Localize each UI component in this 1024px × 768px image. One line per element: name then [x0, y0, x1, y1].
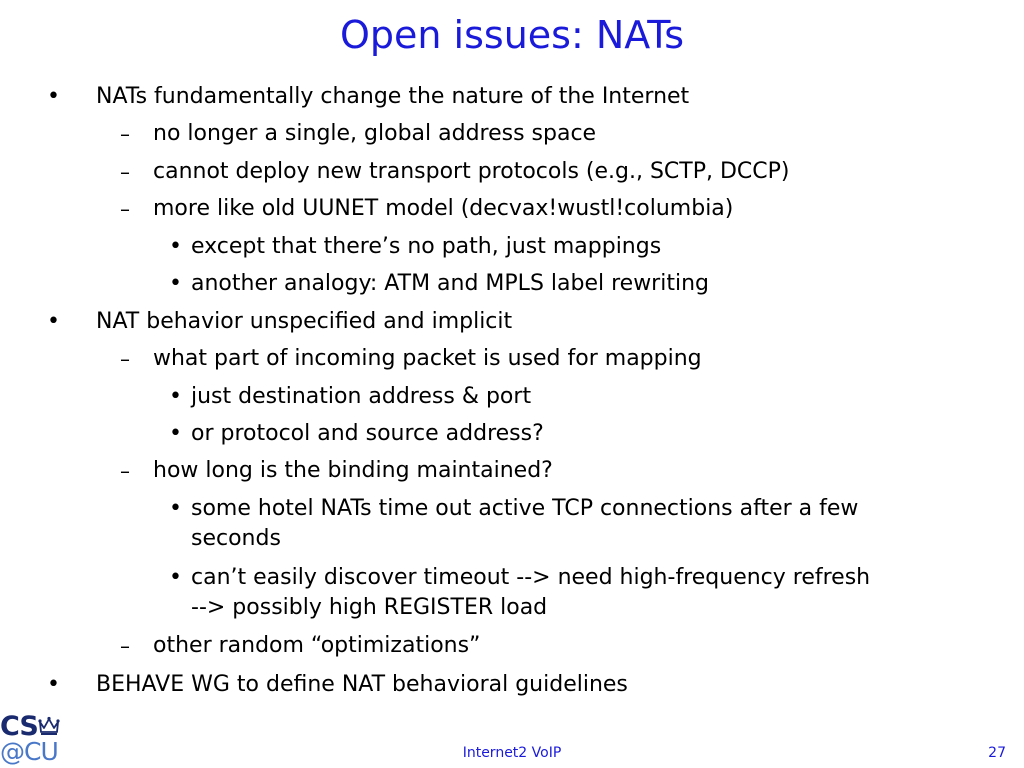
bullet-marker: –	[120, 634, 130, 658]
bullet-marker: •	[169, 234, 182, 259]
bullet-text: or protocol and source address?	[191, 421, 544, 446]
bullet-text: other random “optimizations”	[153, 633, 481, 658]
crown-icon	[38, 716, 60, 736]
bullet-text: cannot deploy new transport protocols (e.g., SCTP, DCCP)	[153, 159, 790, 184]
bullet-marker: •	[169, 565, 182, 590]
bullet-text: NATs fundamentally change the nature of the Internet	[96, 84, 690, 109]
bullet-marker: –	[120, 459, 130, 483]
bullet-text: can’t easily discover timeout --> need high-frequency refresh	[191, 565, 871, 590]
bullet-marker: –	[120, 160, 130, 184]
bullet-marker: •	[169, 496, 182, 521]
bullet-marker: •	[47, 309, 60, 334]
bullet-text: NAT behavior unspecified and implicit	[96, 309, 513, 334]
bullet-marker: –	[120, 122, 130, 146]
bullet-marker: •	[169, 421, 182, 446]
page-number: 27	[988, 745, 1006, 761]
bullet-text-continued: --> possibly high REGISTER load	[191, 595, 548, 620]
bullet-text: what part of incoming packet is used for mapping	[153, 346, 702, 371]
bullet-marker: •	[47, 672, 60, 697]
bullet-marker: •	[47, 84, 60, 109]
logo-cu-text: @CU	[0, 737, 58, 766]
bullet-text: just destination address & port	[191, 384, 532, 409]
slide-title: Open issues: NATs	[339, 13, 685, 57]
bullet-text-continued: seconds	[191, 526, 281, 551]
logo-cs-text: CS	[0, 711, 38, 742]
bullet-text: how long is the binding maintained?	[153, 458, 553, 483]
bullet-text: BEHAVE WG to define NAT behavioral guidelines	[96, 672, 628, 697]
bullet-marker: •	[169, 271, 182, 296]
bullet-text: another analogy: ATM and MPLS label rewriting	[191, 271, 709, 296]
bullet-text: more like old UUNET model (decvax!wustl!columbia)	[153, 196, 734, 221]
bullet-marker: •	[169, 384, 182, 409]
bullet-marker: –	[120, 347, 130, 371]
bullet-text: no longer a single, global address space	[153, 121, 597, 146]
bullet-text: some hotel NATs time out active TCP connections after a few	[191, 496, 859, 521]
footer-title: Internet2 VoIP	[462, 745, 562, 761]
bullet-marker: –	[120, 197, 130, 221]
bullet-text: except that there’s no path, just mappings	[191, 234, 662, 259]
